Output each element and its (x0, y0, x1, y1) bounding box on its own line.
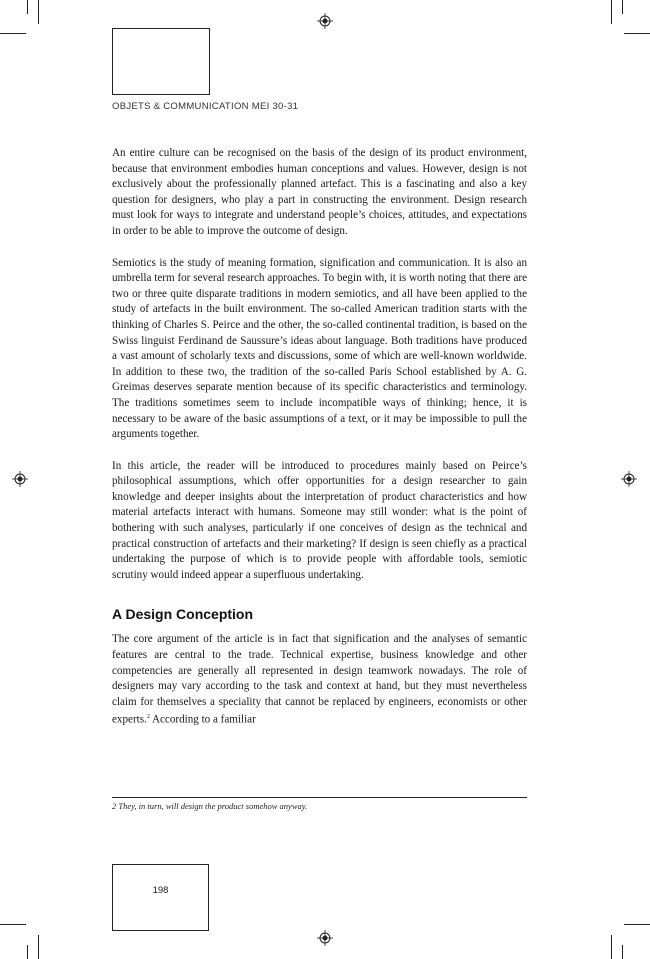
paragraph: An entire culture can be recognised on the basis of the design of its product environment, because that environment embodies human conceptions and values. However, design is not exclusively about the professionally planned artefact. This is a fascinating and also a key question for designers, who play a part in constructing the environment. Design research must look for ways to integrate and understand people’s choices, attitudes, and expectations in order to be able to improve the outcome of design. (112, 147, 527, 237)
crop-mark (0, 33, 26, 34)
registration-mark-icon (12, 471, 28, 487)
crop-mark (624, 33, 650, 34)
crop-mark (27, 0, 28, 14)
article-body (112, 146, 527, 745)
crop-mark (611, 935, 612, 959)
header-box (112, 28, 210, 95)
running-head: OBJETS & COMMUNICATION MEI 30-31 (112, 101, 299, 112)
section-text: The core argument of the article is in fact that signification and the analyses of semantic features are central to the trade. Technical expertise, business knowledge and other competencies are generally all represented in design teamwork nowadays. The role of designers may vary according to the task and context at hand, but they must nevertheless claim for themselves a speciality that cannot be replaced by engineers, economists or other experts. (112, 633, 527, 727)
paragraph: In this article, the reader will be introduced to procedures mainly based on Peirce’s philosophical assumptions, which offer opportunities for a design researcher to gain knowledge and deeper insights about the interpretation of product characteristics and how material artefacts interact with humans. Someone may still wonder: what is the point of bothering with such analyses, particularly if one conceives of design as the technical and practical construction of artefacts and their marketing? If design is seen chiefly as a practical undertaking the purpose of which is to provide people with affordable tools, semiotic scrutiny would indeed appear a superfluous undertaking. (112, 459, 527, 581)
crop-mark (0, 924, 26, 925)
paragraph: Semiotics is the study of meaning formation, signification and communication. It is also an umbrella term for several research approaches. To begin with, it is worth noting that there are two or three quite disparate traditions in modern semiotics, and all have been applied to the study of artefacts in the built environment. The so-called American tradition starts with the thinking of Charles S. Peirce and the other, the so-called continental tradition, is based on the Swiss linguist Ferdinand de Saussure’s ideas about language. Both traditions have produced a vast amount of scholarly texts and discussions, some of which are well-known worldwide. In addition to these two, the tradition of the so-called Paris School established by A. G. Greimas deserves separate mention because of its specific characteristics and terminology. The traditions sometimes seem to include incompatible ways of thinking; hence, it is necessary to be aware of the basic assumptions of a text, or it may be impossible to pull the arguments together. (112, 256, 527, 441)
crop-mark (622, 945, 623, 959)
section-heading: A Design Conception (112, 606, 254, 623)
crop-mark (38, 935, 39, 959)
registration-mark-icon (317, 930, 333, 946)
crop-mark (622, 0, 623, 14)
crop-mark (27, 945, 28, 959)
crop-mark (38, 0, 39, 24)
crop-mark (624, 924, 650, 925)
footnote-divider (112, 797, 527, 798)
registration-mark-icon (621, 471, 637, 487)
page-number: 198 (112, 864, 209, 931)
paragraph (112, 632, 527, 728)
footnote: 2 They, in turn, will design the product somehow anyway. (112, 801, 308, 811)
section-text-continued: According to a familiar (149, 714, 256, 727)
crop-mark (611, 0, 612, 24)
registration-mark-icon (317, 13, 333, 29)
footnote-marker[interactable]: 2 (146, 714, 150, 721)
